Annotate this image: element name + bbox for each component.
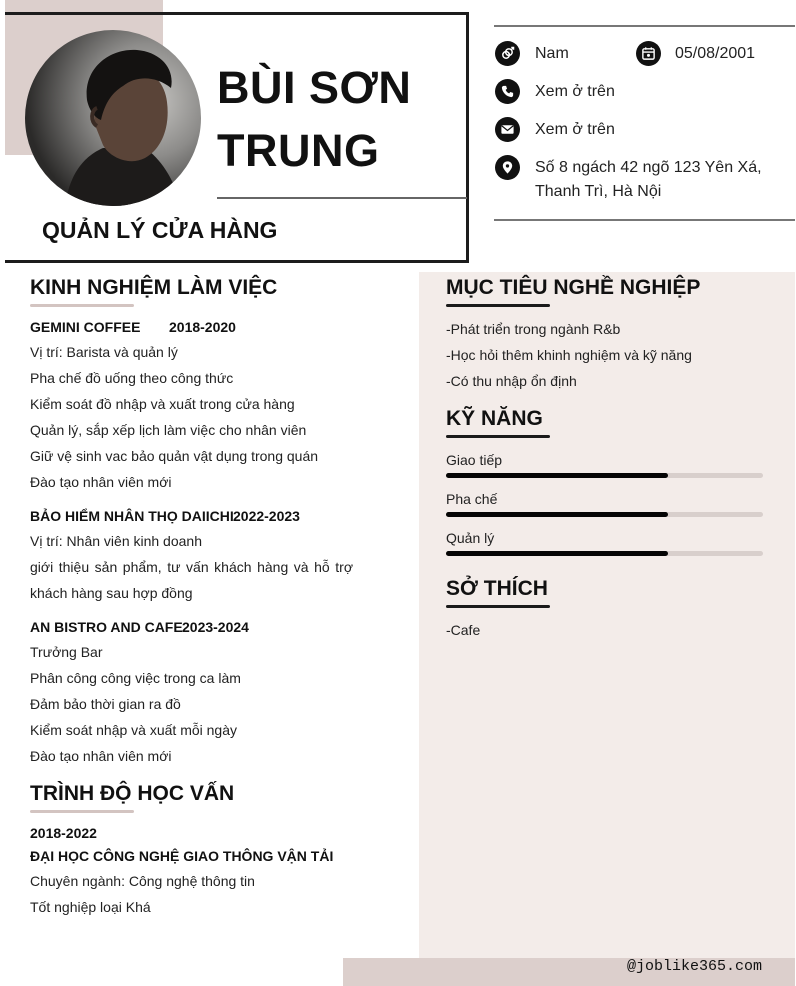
skill-label: Quản lý bbox=[446, 530, 495, 546]
name-divider bbox=[217, 197, 467, 199]
hobbies-heading: SỞ THÍCH bbox=[446, 577, 548, 600]
contact-top-divider bbox=[494, 25, 795, 27]
objective-item: -Có thu nhập ổn định bbox=[446, 373, 577, 389]
contact-bottom-divider bbox=[494, 219, 795, 221]
education-line: Chuyên ngành: Công nghệ thông tin bbox=[30, 873, 255, 889]
skill-label: Pha chế bbox=[446, 491, 498, 507]
name-line-2: TRUNG bbox=[217, 125, 380, 176]
footer-watermark: @joblike365.com bbox=[627, 958, 763, 975]
job-2-period: 2022-2023 bbox=[233, 508, 300, 524]
address-line-2: Thanh Trì, Hà Nội bbox=[535, 183, 662, 200]
skill-label: Giao tiếp bbox=[446, 452, 503, 468]
education-period: 2018-2022 bbox=[30, 825, 97, 841]
objective-item: -Phát triển trong ngành R&b bbox=[446, 321, 621, 337]
experience-heading: KINH NGHIỆM LÀM VIỆC bbox=[30, 276, 278, 299]
gender-icon bbox=[495, 41, 520, 66]
phone-value: Xem ở trên bbox=[535, 83, 615, 100]
job-2-line: khách hàng sau hợp đồng bbox=[30, 585, 193, 601]
job-3-company: AN BISTRO AND CAFE bbox=[30, 619, 183, 635]
profile-photo bbox=[25, 30, 201, 206]
experience-heading-underline bbox=[30, 304, 134, 307]
job-3-line: Trưởng Bar bbox=[30, 644, 103, 660]
skill-bar bbox=[446, 473, 763, 478]
objective-heading: MỤC TIÊU NGHỀ NGHIỆP bbox=[446, 276, 701, 299]
job-1-line: Pha chế đồ uống theo công thức bbox=[30, 370, 234, 386]
job-1-company: GEMINI COFFEE bbox=[30, 319, 141, 335]
profile-photo-illustration bbox=[25, 30, 201, 206]
hobby-item: -Cafe bbox=[446, 622, 481, 638]
job-3-line: Đảm bảo thời gian ra đồ bbox=[30, 696, 181, 712]
candidate-name bbox=[217, 56, 411, 182]
education-heading: TRÌNH ĐỘ HỌC VẤN bbox=[30, 782, 235, 805]
skills-heading: KỸ NĂNG bbox=[446, 407, 543, 430]
address-value bbox=[535, 156, 762, 204]
education-school: ĐẠI HỌC CÔNG NGHỆ GIAO THÔNG VẬN TẢI bbox=[30, 848, 334, 864]
skill-bar bbox=[446, 512, 763, 517]
job-3-line: Đào tạo nhân viên mới bbox=[30, 748, 172, 764]
skill-bar-fill bbox=[446, 551, 668, 556]
location-pin-icon bbox=[495, 155, 520, 180]
objective-heading-underline bbox=[446, 304, 550, 307]
job-1-line: Đào tạo nhân viên mới bbox=[30, 474, 172, 490]
education-line: Tốt nghiệp loại Khá bbox=[30, 899, 151, 915]
education-heading-underline bbox=[30, 810, 134, 813]
job-3-period: 2023-2024 bbox=[182, 619, 249, 635]
address-line-1: Số 8 ngách 42 ngõ 123 Yên Xá, bbox=[535, 159, 762, 176]
objective-item: -Học hỏi thêm khinh nghiệm và kỹ năng bbox=[446, 347, 692, 363]
job-1-period: 2018-2020 bbox=[169, 319, 236, 335]
job-1-line: Quản lý, sắp xếp lịch làm việc cho nhân viên bbox=[30, 422, 307, 438]
job-title: QUẢN LÝ CỬA HÀNG bbox=[42, 217, 278, 243]
phone-icon bbox=[495, 79, 520, 104]
job-3-line: Kiểm soát nhập và xuất mỗi ngày bbox=[30, 722, 238, 738]
job-3-line: Phân công công việc trong ca làm bbox=[30, 670, 241, 686]
name-line-1: BÙI SƠN bbox=[217, 62, 412, 113]
skill-bar-fill bbox=[446, 512, 668, 517]
job-1-line: Giữ vệ sinh vac bảo quản vật dụng trong quán bbox=[30, 448, 319, 464]
job-1-line: Kiểm soát đồ nhập và xuất trong cửa hàng bbox=[30, 396, 295, 412]
mail-icon bbox=[495, 117, 520, 142]
job-1-line: Vị trí: Barista và quản lý bbox=[30, 344, 178, 360]
birthdate-value: 05/08/2001 bbox=[675, 45, 756, 62]
email-value: Xem ở trên bbox=[535, 121, 615, 138]
job-2-company: BẢO HIỂM NHÂN THỌ DAIICHI bbox=[30, 508, 234, 524]
job-2-line: Vị trí: Nhân viên kinh doanh bbox=[30, 533, 202, 549]
skills-heading-underline bbox=[446, 435, 550, 438]
job-2-line: giới thiệu sản phẩm, tư vấn khách hàng và hỗ trợ bbox=[30, 559, 353, 575]
gender-value: Nam bbox=[535, 45, 569, 62]
skill-bar bbox=[446, 551, 763, 556]
skill-bar-fill bbox=[446, 473, 668, 478]
calendar-icon bbox=[636, 41, 661, 66]
hobbies-heading-underline bbox=[446, 605, 550, 608]
